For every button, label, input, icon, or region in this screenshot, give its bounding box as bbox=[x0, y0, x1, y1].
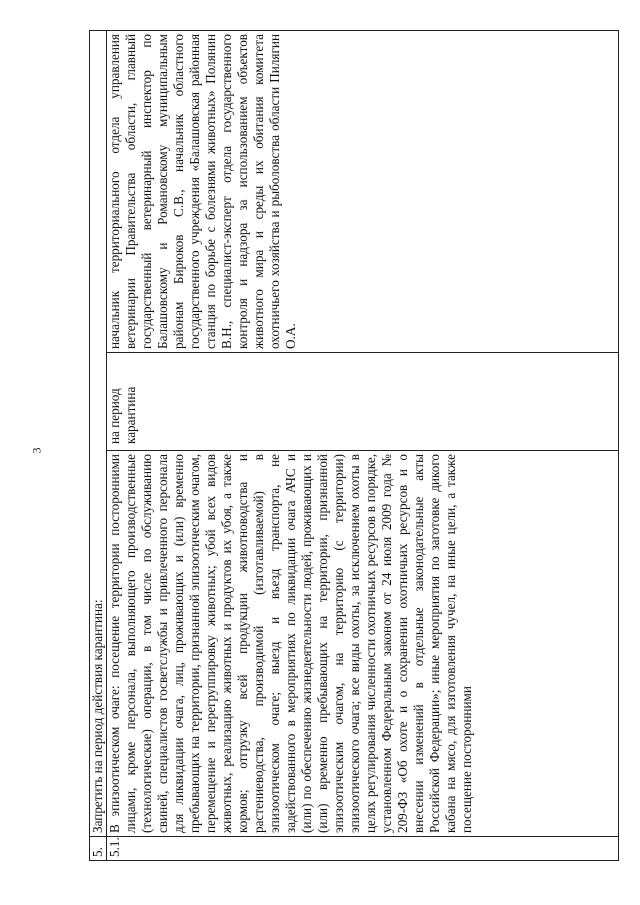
item-number: 5.1. bbox=[107, 837, 619, 861]
section-title: Запретить на период действия карантина: bbox=[90, 30, 107, 836]
document-sheet bbox=[89, 31, 619, 861]
measure-row bbox=[107, 30, 619, 860]
section-row bbox=[90, 30, 107, 860]
term-cell: на период карантина bbox=[107, 353, 619, 451]
action-cell: В эпизоотическом очаге: посещение территории посторонними лицами, кроме персонала, выполняющего производственные (технологические) операции, в том числе по обслуживанию свиней, специалистов госветслужбы и привлеченного персонала для ликвидации очага, лиц, проживающих и (или) временно пребывающих на территории, признанной эпизоотическим очагом, перемещение и перегруппировку животных; убой всех видов животных, реализацию животных и продуктов их убоя, а также кормов; отгрузку всей продукции животноводства и растениеводства, производимой (изготавливаемой) в эпизоотическом очаге; выезд и въезд транспорта, не задействованного в мероприятиях по ликвидации очага АЧС и (или) по обеспечению жизнедеятельности людей, проживающих и (или) временно пребывающих на территории, признанной эпизоотическим очагом, на территорию (с территории) эпизоотического очага; все виды охоты, за исключением охоты в целях регулирования численности охотничьих ресурсов в порядке, установленном Федеральным законом от 24 июля 2009 года № 209-ФЗ «Об охоте и о сохранении охотничьих ресурсов и о внесении изменений в отдельные законодательные акты Российской Федерации»; иные мероприятия по заготовке дикого кабана на мясо, для изготовления чучел, на иные цели, а также посещение посторонними bbox=[107, 451, 619, 837]
page-number: 3 bbox=[29, 447, 44, 454]
quarantine-measures-table bbox=[89, 30, 619, 861]
section-number: 5. bbox=[90, 837, 107, 861]
responsible-cell: начальник территориального отдела управления ветеринарии Правительства области, главный государственный ветеринарный инспектор по Балашовскому и Романовскому муниципальным районам Бирюков С.В., начальник областного государственного учреждения «Балашовская районная станция по борьбе с болезнями животных» Полянин В.Н., специалист-эксперт отдела государственного контроля и надзора за использованием объектов животного мира и среды их обитания комитета охотничьего хозяйства и рыболовства области Пилягин О.А. bbox=[107, 30, 619, 352]
